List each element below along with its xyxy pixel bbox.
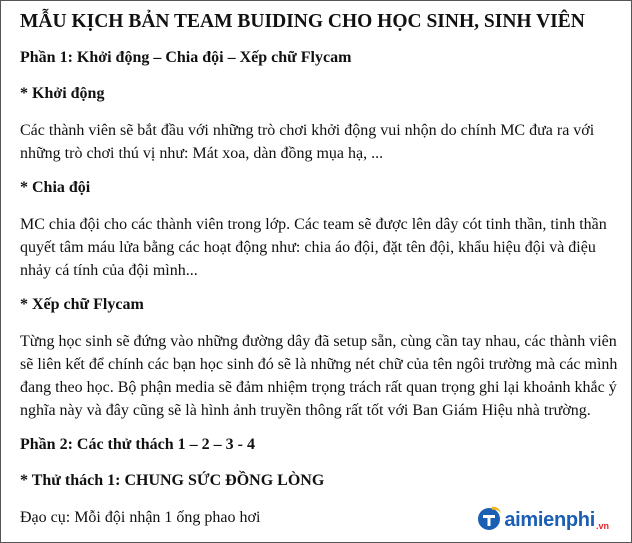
document-content <box>20 9 620 541</box>
thuthach1-heading: * Thử thách 1: CHUNG SỨC ĐỒNG LÒNG <box>20 472 325 489</box>
taimienphi-watermark <box>475 504 609 532</box>
xepchu-paragraph: Từng học sinh sẽ đứng vào những đường dây đã setup sẵn, cùng cần tay nhau, các thành viên sẽ liên kết để chính các bạn học sinh đó sẽ là những nét chữ của tên ngôi trường mà các mình đang theo học. Bộ phận media sẽ đảm nhiệm trọng trách rất quan trọng ghi lại khoảnh khắc ý nghĩa này và đây cũng sẽ là hình ảnh truyền thông rất tốt với Ban Giám Hiệu nhà trường. <box>20 333 618 419</box>
watermark-text: aimienphi <box>504 509 595 531</box>
khoidong-heading: * Khởi động <box>20 85 105 102</box>
xepchu-heading: * Xếp chữ Flycam <box>20 296 144 313</box>
taimienphi-logo-icon <box>475 504 503 532</box>
daocu-paragraph: Đạo cụ: Mỗi đội nhận 1 ống phao hơi <box>20 509 261 526</box>
part2-heading: Phần 2: Các thử thách 1 – 2 – 3 - 4 <box>20 436 255 453</box>
khoidong-paragraph: Các thành viên sẽ bắt đầu với những trò chơi khởi động vui nhộn do chính MC đưa ra với những trò chơi thú vị như: Mát xoa, dàn đồng mụa hạ, ... <box>20 122 595 162</box>
chiadoi-heading: * Chia đội <box>20 179 91 196</box>
watermark-suffix: .vn <box>595 521 609 531</box>
chiadoi-paragraph: MC chia đội cho các thành viên trong lớp. Các team sẽ được lên dây cót tinh thần, tinh thần quyết tâm máu lửa bằng các hoạt động như: chia áo đội, đặt tên đội, khẩu hiệu đội và điệu nhảy cá tính của đội mình... <box>20 216 607 279</box>
part1-heading: Phần 1: Khởi động – Chia đội – Xếp chữ Flycam <box>20 49 352 66</box>
document-title: MẪU KỊCH BẢN TEAM BUIDING CHO HỌC SINH, SINH VIÊN <box>20 11 585 32</box>
